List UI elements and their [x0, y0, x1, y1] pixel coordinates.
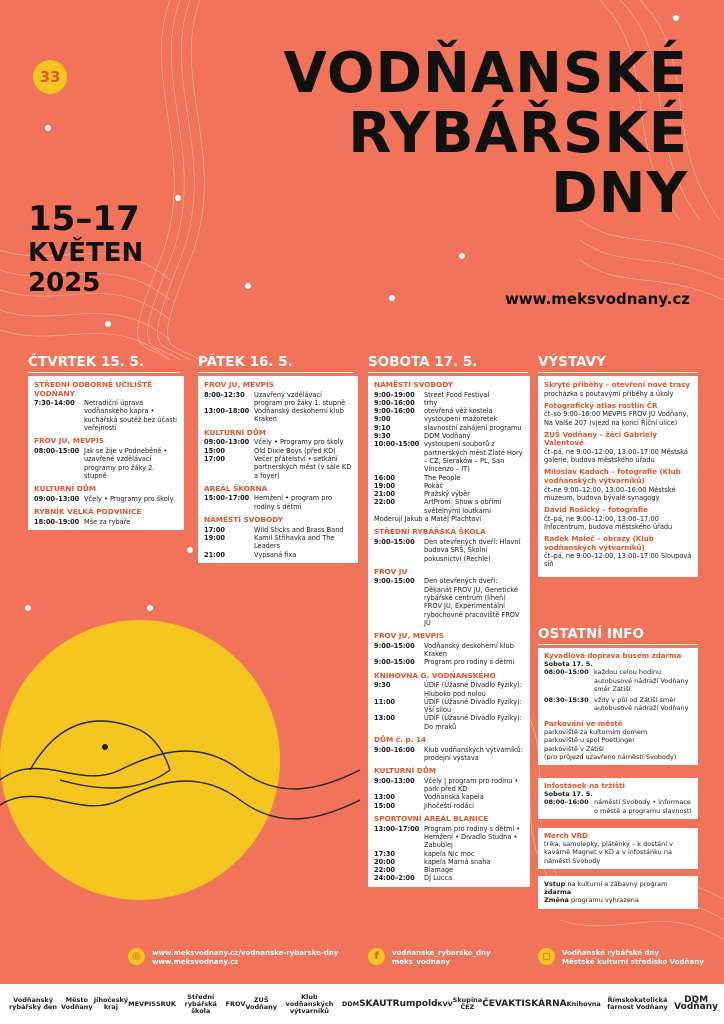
program-row [544, 798, 692, 814]
program-desc: Pokáč [424, 481, 444, 490]
exhibition-details: procházka s poutavými příběhy a úkoly [544, 389, 674, 398]
title-line-2: RYBÁŘSKÉ [348, 101, 688, 166]
festival-title [283, 41, 689, 226]
sponsor-logo: SRUK [155, 999, 176, 1008]
program-desc: Program pro rodiny s dětmi [424, 658, 515, 667]
program-desc: Vodňanský deskoherní klub Kraken [424, 641, 514, 659]
globe-icon: ◎ [128, 948, 145, 965]
program-row [374, 714, 524, 731]
program-desc: Včely • Programy pro školy [84, 494, 174, 503]
date-range: 15–17 [28, 199, 140, 239]
parking-line: (pro průjezd uzavřeno náměstí Svobody) [544, 752, 677, 761]
sponsor-logo: Římskokatolická farnost Vodňany [607, 996, 668, 1011]
program-time: 20:00 [374, 857, 395, 866]
program-time: 9:00–15:00 [374, 658, 415, 667]
exhibition-title: Miloslav Kadoch – fotografie (Klub vodňanských výtvarníků) [544, 467, 681, 485]
program-time: 9:10 [374, 423, 391, 432]
program-place: FROV JU [374, 566, 408, 576]
program-time: 9:00–16:00 [374, 407, 415, 416]
program-row [374, 391, 524, 399]
program-note: Moderují Jakub a Matěj Plachtovi [374, 515, 482, 524]
program-time: 9:00–15:00 [374, 577, 415, 586]
program-time: 9:00–13:00 [374, 776, 415, 785]
program-desc: Old Dixie Boys (před KD) [254, 446, 336, 455]
program-row [374, 746, 524, 763]
program-row [374, 415, 524, 423]
program-time: 9:00–16:00 [374, 398, 415, 407]
exhibition-title: Radek Maleč – obrazy (Klub vodňanských výtvarníků) [544, 533, 654, 552]
exhibition-title: ZUŠ Vodňany – žáci Gabriely Valentové [544, 429, 658, 448]
title-line-3: DNY [551, 161, 688, 226]
festival-dates [28, 200, 143, 299]
exhibition-item [544, 506, 692, 531]
program-desc: náměstí Svobody • informace o městě a programu slavností [594, 798, 692, 815]
thursday-heading: ČTVRTEK 15. 5. [28, 354, 180, 373]
entry-word: Vstup [544, 880, 566, 888]
info-bus-title: Kyvadlová doprava busem zdarma [544, 651, 682, 660]
footer-web-link-2[interactable]: www.meksvodnany.cz [152, 958, 239, 966]
sponsor-logo: DDM [341, 999, 360, 1008]
program-row [34, 447, 178, 480]
entry-free: zdarma [544, 888, 572, 897]
program-desc: Klub vodňanských výtvarníků: prodejní výstava [424, 745, 523, 762]
program-row [34, 495, 178, 503]
program-row [374, 874, 524, 882]
program-time: 13:00–17:00 [374, 824, 420, 833]
program-desc: ÚDiF (Úžasné Divadlo Fyziky): Vší silou [424, 697, 522, 715]
exhibition-item [544, 402, 692, 427]
program-row [204, 447, 352, 455]
footer-facebook-link-2[interactable]: meks_vodnany [392, 958, 450, 966]
program-time: 17:00 [204, 525, 225, 534]
parking-line: parkoviště za kulturním domem [544, 728, 648, 737]
program-desc: DDM Vodňany [424, 432, 471, 441]
program-time: 22:00 [374, 498, 395, 507]
program-row [374, 407, 524, 415]
program-time: 8:00–12:30 [204, 390, 245, 399]
program-time: 22:00 [374, 866, 395, 875]
program-desc: Hemžení • program pro rodiny s dětmi [254, 494, 333, 511]
program-desc: Program pro rodiny s dětmi • Hemžení • Divadlo Studna • Zabublej [424, 824, 521, 850]
saturday-heading: SOBOTA 17. 5. [368, 354, 528, 373]
footer-instagram-link-2[interactable]: Městské kulturní středisko Vodňany [562, 958, 704, 966]
program-place: FROV JU, MEVPIS [374, 631, 444, 641]
sponsor-logo: Skupina ČEZ [452, 996, 483, 1011]
footer-web[interactable] [152, 949, 338, 967]
program-time: 09:00–13:00 [34, 494, 80, 503]
exhibition-item [544, 535, 692, 569]
sponsor-logo: SKAUT [359, 998, 393, 1009]
date-year: 2025 [28, 267, 101, 298]
program-row [374, 440, 524, 473]
program-row [374, 858, 524, 866]
program-place: KULTURNÍ DŮM [374, 766, 437, 776]
program-desc: Pražský výběr [424, 490, 470, 499]
info-parking [538, 716, 698, 765]
program-row [204, 534, 352, 551]
program-place: RYBNÍK VELKÁ PODVINICE [34, 507, 142, 517]
sponsor-logo: KVV [437, 999, 453, 1008]
exhibition-details: čt–so 9:00–16:00 MEVPIS FROV JU Vodňany, Na Valše 207 (vjezd na konci Říční ulice) [544, 410, 689, 427]
sponsor-logo: Knihovna [566, 999, 601, 1008]
program-row [374, 432, 524, 440]
title-line-1: VODŇANSKÉ [283, 41, 688, 106]
program-time: 13:00 [374, 793, 395, 802]
sponsor-logos [0, 984, 724, 1024]
program-desc: kapela Marná snaha [424, 857, 491, 866]
parking-line: parkoviště u spol Poettinger [544, 736, 635, 745]
exhibition-title: Fotografický atlas rostlin ČR [544, 400, 658, 410]
program-row [374, 399, 524, 407]
program-time: 19:00 [374, 481, 395, 490]
program-row [374, 825, 524, 850]
program-time: 15:00 [374, 801, 395, 810]
exhibition-item [544, 431, 692, 465]
sponsor-logo: FROV [225, 999, 246, 1008]
program-desc: ÚDiF (Úžasné Divadlo Fyziky): Hluboko pod nulou [424, 681, 522, 698]
program-desc: Mše za rybáře [84, 517, 131, 526]
sponsor-logo: DDM Vodňany [674, 995, 719, 1012]
sponsor-logo: Vodňanský rybářský den [8, 996, 58, 1011]
program-row [544, 668, 692, 693]
program-row [204, 438, 352, 446]
program-time: 18:00–19:00 [34, 517, 80, 526]
program-place: NÁMĚSTÍ SVOBODY [204, 515, 284, 525]
program-time: 24:00–2:00 [374, 874, 415, 883]
website-link[interactable]: www.meksvodnany.cz [504, 290, 690, 308]
program-row [204, 407, 352, 424]
program-desc: DJ Lucca [424, 874, 453, 883]
program-row [204, 526, 352, 534]
sponsor-logo: TISKÁRNA [515, 998, 567, 1009]
program-row [34, 399, 178, 432]
program-row [374, 793, 524, 801]
program-time: 9:00–15:00 [374, 537, 415, 546]
program-desc: Den otevřených dveří: Děkanát FROV JU, Genetické rybářské centrum (líheň) FROV JU, Experimentální rybochovné pracoviště FROV JU [424, 577, 520, 627]
program-place: NÁMĚSTÍ SVOBODY [374, 380, 454, 389]
program-time: 21:00 [204, 550, 225, 559]
info-entry [538, 876, 698, 909]
sun-circle [0, 620, 280, 900]
program-desc: otevřená věž kostela [424, 407, 493, 416]
program-time: 9:30 [374, 681, 391, 690]
program-time: 17:00 [204, 454, 225, 463]
program-row [374, 424, 524, 432]
program-place: STŘEDNÍ RYBÁŘSKÁ ŠKOLA [374, 527, 486, 537]
instagram-icon: ◻ [538, 948, 555, 965]
program-time: 21:00 [374, 490, 395, 499]
program-desc: kapela Nic moc [424, 849, 475, 858]
program-time: 9:00–16:00 [374, 745, 415, 754]
program-time: 11:00 [374, 697, 395, 706]
info-merch-title: Merch VRD [544, 831, 588, 840]
info-heading: OSTATNÍ INFO [538, 626, 698, 645]
facebook-icon: f [368, 948, 385, 965]
program-time: 19:00 [204, 533, 225, 542]
exhibitions-heading: VÝSTAVY [538, 354, 698, 373]
program-row [544, 696, 692, 712]
info-parking-title: Parkování ve městě [544, 719, 623, 728]
program-time: 9:00–19:00 [374, 390, 415, 399]
program-desc: The People [424, 473, 461, 482]
program-row [374, 577, 524, 627]
info-merch-body: trika, samolepky, plátěnky – k dostání v kavárně Magnet v KD a v infostánku na náměstí Svobody [544, 840, 673, 865]
footer-facebook[interactable] [392, 949, 491, 967]
program-desc: Kamil Střihavka and The Leaders [254, 533, 335, 551]
sponsor-logo: ZUŠ Vodňany [245, 996, 278, 1011]
exhibition-details: čt–pá, ne 9:00–12:00, 13:00–17:00 Sloupová síň [544, 552, 692, 569]
sponsor-logo: Střední rybářská škola [184, 992, 217, 1015]
program-row [374, 866, 524, 874]
footer-instagram[interactable] [562, 949, 704, 967]
entry-text: na kulturní a zábavný program [567, 880, 668, 888]
info-infostand-title: Infostánek na tržišti [544, 781, 625, 790]
info-merch [538, 828, 698, 869]
program-time: 15:00 [204, 446, 225, 455]
change-text: programu vyhrazena [571, 896, 639, 905]
friday-program [198, 376, 358, 563]
program-desc: Uzavřený vzdělávací program pro žáky 1. stupně [254, 390, 346, 407]
footer-instagram-link-1[interactable]: Vodňanské rybářské dny [562, 949, 659, 957]
program-row [204, 551, 352, 559]
program-desc: Wild Sticks and Brass Band [254, 525, 344, 534]
program-row [34, 518, 178, 526]
program-desc: Vodňanská kapela [424, 793, 484, 802]
program-time: 16:00 [374, 473, 395, 482]
exhibition-details: čt–pá, ne 9:00–12:00, 13:00–17:00 Městská galerie, budova městského úřadu [544, 447, 688, 465]
program-desc: ÚDiF (Úžasné Divadlo Fyziky): Do mraků [424, 714, 522, 731]
footer-facebook-link-1[interactable]: vodnanske_rybarske_dny [392, 949, 491, 957]
program-row [204, 455, 352, 480]
exhibition-item [544, 381, 692, 398]
program-place: DŮM č. p. 14 [374, 735, 427, 745]
program-row [204, 494, 352, 511]
friday-heading: PÁTEK 16. 5. [198, 354, 354, 373]
exhibition-title: David Rošický – fotografie [544, 504, 648, 514]
edition-badge: 33 [33, 60, 67, 94]
program-desc: každou celou hodinu autobusové nádraží Vodňany směr Zátiší [594, 668, 689, 693]
program-desc: vystoupení mažoretek [424, 415, 498, 424]
program-time: 15:00–17:00 [204, 494, 250, 503]
exhibition-details: čt–ne 9:00–12:00, 13:00–16:00 Městské muzeum, budova bývalé synagogy [544, 485, 676, 502]
program-row [374, 777, 524, 794]
program-time: 13:00 [374, 714, 395, 723]
program-place: AREÁL ŠKORNA [204, 483, 268, 493]
program-place: STŘEDNÍ ODBORNÉ UČILIŠTĚ VODŇANY [34, 380, 153, 398]
program-desc: Jihočeští rodáci [424, 801, 474, 810]
program-time: 08:30–15:30 [544, 696, 589, 705]
sponsor-logo: ČEVAK [482, 998, 516, 1009]
footer-web-link-1[interactable]: www.meksvodnany.cz/vodnanske-rybarske-dny [152, 949, 339, 957]
saturday-program [368, 376, 530, 887]
program-time: 09:00–13:00 [204, 438, 250, 447]
program-row [374, 538, 524, 563]
program-time: 9:00–15:00 [374, 641, 415, 650]
program-row [374, 474, 524, 482]
program-time: 08:00–15:00 [34, 446, 80, 455]
program-desc: Včely • Programy pro školy [254, 438, 344, 447]
program-time: 9:30 [374, 432, 391, 441]
parking-line: parkoviště v Zátiší [544, 744, 604, 753]
program-place: FROV JU, MEVPIS [204, 380, 274, 389]
program-desc: trhy [424, 398, 438, 407]
thursday-program [28, 376, 184, 530]
program-desc: Jak se žije v Podneběně • uzavřené vzdělávací programy pro žáky 2. stupně [84, 446, 168, 480]
program-place: KULTURNÍ DŮM [34, 484, 97, 494]
program-time: 13:00–18:00 [204, 407, 250, 416]
program-row [204, 391, 352, 408]
program-row [374, 658, 524, 666]
program-desc: slavnostní zahájení programu [424, 423, 522, 432]
program-row [374, 642, 524, 659]
sponsor-logo: Rumpold [392, 998, 438, 1009]
program-desc: ArtProm: Show s obřími světelnými loutkami [424, 498, 502, 515]
program-time: 08:00–15:00 [544, 668, 589, 677]
program-desc: Včely | program pro rodinu • park před KD [424, 776, 519, 794]
exhibition-item [544, 468, 692, 502]
info-bus [538, 648, 698, 716]
program-place: KULTURNÍ DŮM [204, 427, 267, 437]
program-desc: Street Food Festival [424, 390, 490, 399]
program-time: 9:00 [374, 415, 391, 424]
program-row [374, 482, 524, 490]
program-row [374, 498, 524, 515]
exhibition-details: čt–pá, ne 9:00–12:00, 13:00–17:00 Infocentrum, budova městského úřadu [544, 514, 673, 531]
info-infostand [538, 778, 698, 819]
exhibitions-list [538, 376, 698, 577]
program-desc: vždy v půl od Zátiší směr autobusové nádraží Vodňany [594, 696, 689, 713]
program-time: 08:00–16:00 [544, 798, 589, 807]
program-place: FROV JU, MEVPIS [34, 436, 104, 446]
change-word: Změna [544, 896, 569, 905]
info-bus-day: Sobota 17. 5. [544, 660, 593, 669]
date-month: KVĚTEN [28, 238, 144, 269]
program-row [374, 802, 524, 810]
program-desc: Vodňanský deskoherní klub Kraken [254, 407, 344, 424]
program-desc: Blamage [424, 866, 454, 875]
sponsor-logo: Město Vodňany [61, 996, 93, 1011]
program-row [374, 698, 524, 715]
program-row [374, 490, 524, 498]
program-place: KNIHOVNA G. VODŇANSKÉHO [374, 670, 496, 680]
sponsor-logo: MEVPIS [128, 999, 156, 1008]
program-row [374, 850, 524, 858]
program-time: 10:00–15:00 [374, 440, 420, 449]
program-desc: Vypsaná fixa [254, 550, 297, 559]
program-time: 7:30–14:00 [34, 399, 75, 408]
sponsor-logo: Klub vodňanských výtvarníků [285, 992, 334, 1015]
info-infostand-day: Sobota 17. 5. [544, 790, 593, 799]
program-desc: Netradiční úprava vodňanského kapra • kuchařská soutěž bez účasti veřejnosti [84, 399, 177, 433]
program-time: 17:30 [374, 849, 395, 858]
program-desc: vystoupení souborů z partnerských měst Zlaté Hory – CZ, Sieraków – PL, San Vincenzo – IT) [424, 440, 523, 474]
program-place: SPORTOVNÍ AREÁL BLANICE [374, 814, 489, 824]
exhibition-title: Skryté příběhy – otevření nové trasy [544, 380, 690, 389]
sponsor-logo: Jihočeský kraj [93, 996, 129, 1011]
program-row [374, 681, 524, 698]
program-desc: Den otevřených dveří: Hlavní budova SRŠ, Školní pokusnictví (Rechle) [424, 537, 521, 563]
program-desc: Večer přátelství • setkání partnerských měst (v sále KD a foyer) [254, 454, 352, 480]
